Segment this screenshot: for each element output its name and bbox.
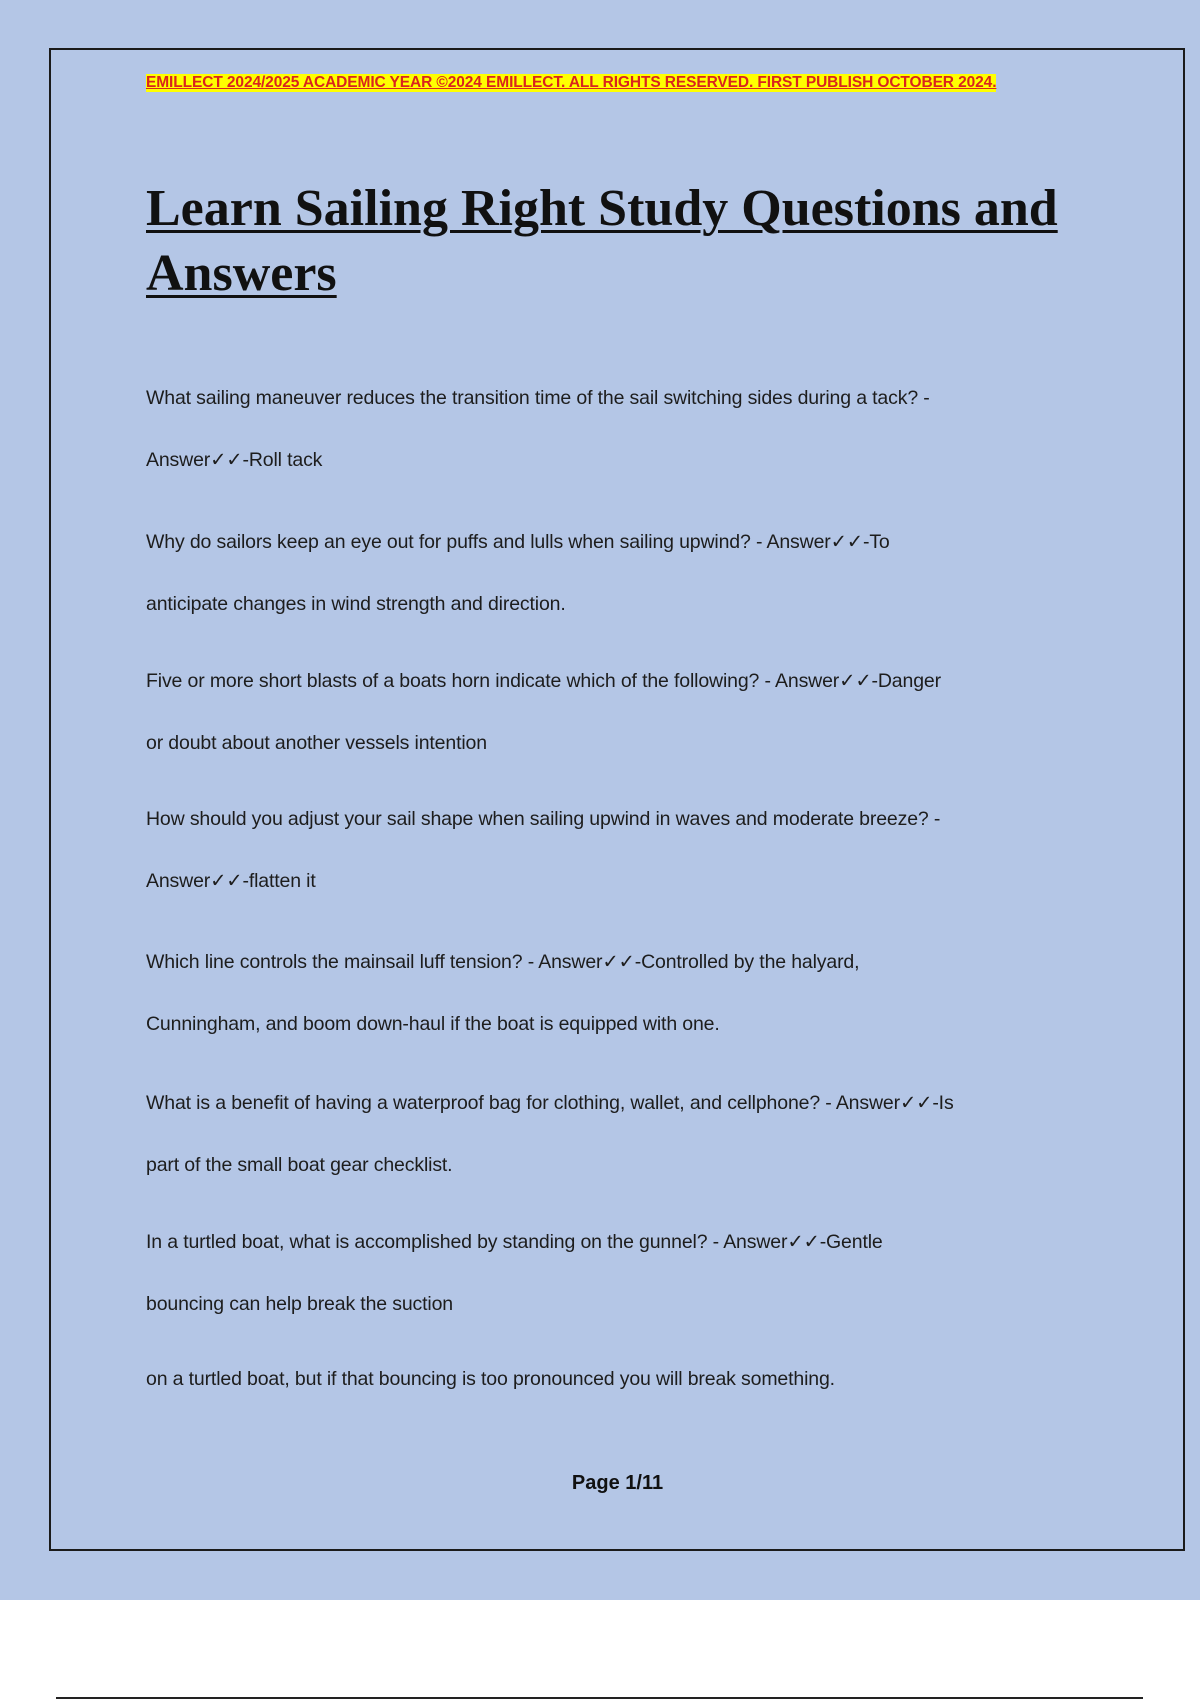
answer-line: Cunningham, and boom down-haul if the boat is equipped with one. [146,1013,720,1035]
question-line: How should you adjust your sail shape when sailing upwind in waves and moderate breeze? - [146,808,941,830]
question-line: What sailing maneuver reduces the transition time of the sail switching sides during a tack? - [146,387,930,409]
question-line: Five or more short blasts of a boats horn indicate which of the following? - Answer✓✓-Danger [146,670,941,692]
answer-line: part of the small boat gear checklist. [146,1154,453,1176]
question-line: Why do sailors keep an eye out for puffs and lulls when sailing upwind? - Answer✓✓-To [146,531,890,553]
question-line: In a turtled boat, what is accomplished by standing on the gunnel? - Answer✓✓-Gentle [146,1231,883,1253]
answer-line: on a turtled boat, but if that bouncing is too pronounced you will break something. [146,1368,835,1390]
answer-line: bouncing can help break the suction [146,1293,453,1315]
copyright-notice: EMILLECT 2024/2025 ACADEMIC YEAR ©2024 EMILLECT. ALL RIGHTS RESERVED. FIRST PUBLISH OCTOBER 2024. [146,74,997,91]
document-title: Learn Sailing Right Study Questions and Answers [146,180,1058,302]
answer-line: Answer✓✓-flatten it [146,870,316,892]
question-line: What is a benefit of having a waterproof bag for clothing, wallet, and cellphone? - Answer✓✓-Is [146,1092,954,1114]
footer-divider [56,1697,1143,1699]
answer-line: or doubt about another vessels intention [146,732,487,754]
answer-line: anticipate changes in wind strength and direction. [146,593,566,615]
answer-line: Answer✓✓-Roll tack [146,449,323,471]
question-line: Which line controls the mainsail luff tension? - Answer✓✓-Controlled by the halyard, [146,951,860,973]
page-number: Page 1/11 [571,1472,664,1494]
